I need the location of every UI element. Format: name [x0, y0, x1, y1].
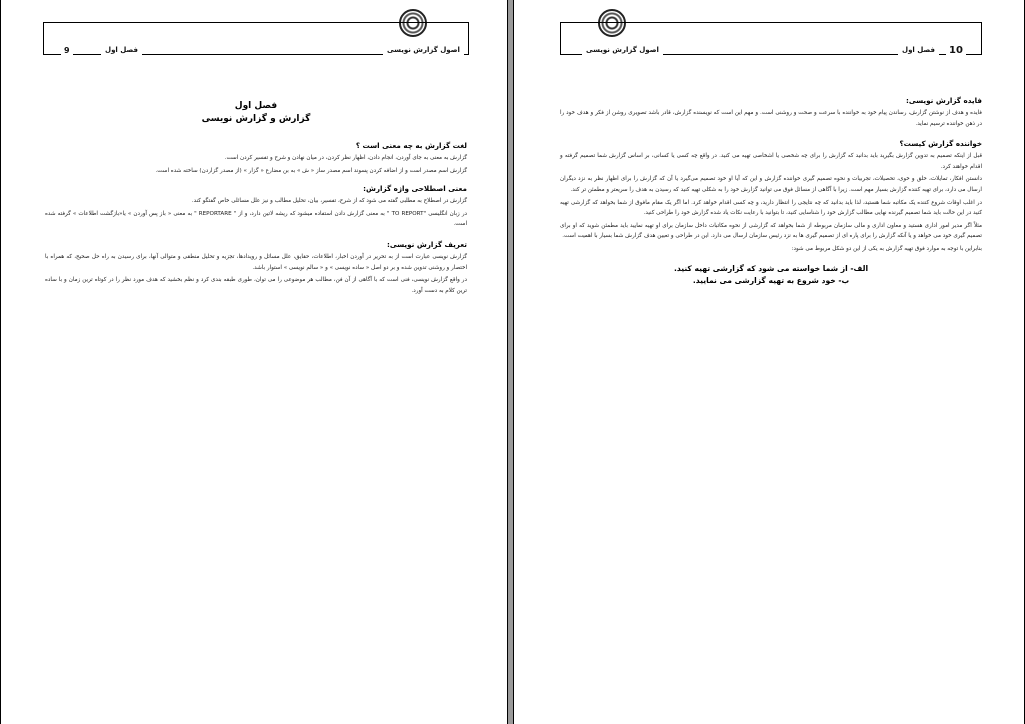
chapter-label: فصل اول	[898, 46, 939, 55]
paragraph: در زبان انگلیسی "TO REPORT " به معنی گزارش دادن استفاده میشود که ریشه لاتین دارد، و از " REPORTARE " به معنی « باز پس آوردن » یا«بازگشت اطلاعات » گرفته شده است.	[45, 210, 468, 228]
chapter-title: فصل اول	[234, 101, 278, 111]
paragraph: گزارش اسم مصدر است و از اضافه کردن پسوند اسم مصدر ساز « ش » به بن مضارع « گزار » (از مصدر گزاردن) ساخته شده است.	[155, 167, 467, 174]
paragraph: بنابراین با توجه به موارد فوق تهیه گزارش به یکی از این دو شکل مربوط می شود:	[791, 245, 982, 252]
paragraph: در واقع گزارش نویسی، فنی است که با آگاهی از آن فن، مطالب هر موضوعی را می توان، طوری طبقه بندی کرد و نظم بخشید که هدف مورد نظر را در کوتاه ترین زمان و با ساده ترین کلام به دست آورد.	[45, 277, 467, 294]
running-title: اصول گزارش نویسی	[582, 46, 663, 55]
section-heading: فایده گزارش نویسی:	[905, 96, 982, 105]
report-cases-list	[560, 263, 982, 287]
running-title: اصول گزارش نویسی	[383, 46, 464, 55]
section-technical-meaning	[45, 184, 467, 230]
section-heading: خواننده گزارش کیست؟	[899, 139, 982, 149]
page-body	[45, 100, 467, 298]
page-number: 9	[61, 45, 73, 56]
case-item: الف- از شما خواسته می شود که گزارشی تهیه کنید.	[673, 263, 869, 273]
paragraph: فایده و هدف از نوشتن گزارش، رساندن پیام خود به خواننده با سرعت و صحت و روشنی است. و مهم این است که نویسنده گزارش، قادر باشد تصویری روشن از فکر و هدف خود را در ذهن خواننده ترسیم نماید.	[560, 110, 982, 127]
paragraph: مثلاً اگر مدیر امور اداری هستید و معاون اداری و مالی سازمان مربوطه از شما بخواهد که گزارشی از نحوه مکاتبات داخل سازمان برای او تهیه نمایید باید مطمئن شوید که او برای تصمیم گیری خود می خواهد و یا آنکه گزارش را برای پاره ای از تصمیم گیری ها به نزد رئیس سازمان ارسال می دارد. این در طراحی و تعیین هدف گزارش شما بسیار با اهمیت است.	[560, 222, 982, 240]
paragraph: قبل از اینکه تصمیم به تدوین گزارش بگیرید باید بدانید که گزارش را برای چه شخصی یا اشخاصی تهیه می کنید. در واقع چه کسی یا کسانی، بر اساس گزارش شما تصمیم گرفته و اقدام خواهند کرد.	[560, 153, 982, 170]
section-report-benefit	[560, 96, 982, 129]
page-9	[0, 0, 508, 724]
section-report-reader	[560, 139, 982, 254]
paragraph: گزارش به معنی به جای آوردن، انجام دادن، اظهار نظر کردن، در میان نهادن و شرح و تفسیر کردن است.	[224, 155, 467, 161]
case-item: ب- خود شروع به تهیه گزارشی می نمایید.	[692, 275, 850, 285]
chapter-subtitle: گزارش و گزارش نویسی	[201, 114, 311, 124]
paragraph: دانستن افکار، تمایلات، خلق و خوی، تحصیلات، تجربیات و نحوه تصمیم گیری خواننده گزارش و این که آیا او خود تصمیم می‌گیرد یا آن که گزارش را برای اظهار نظر به نزد دیگران ارسال می دارد، برای تهیه کننده گزارش بسیار مهم است. زیرا با آگاهی از مسائل فوق می توانید گزارش خود را به شکلی تهیه کنید که رسیدن به هدف را سریعتر و مطمئن تر کند.	[560, 176, 982, 193]
paragraph: گزارش در اصطلاح به مطلبی گفته می شود که از شرح، تفسیر، بیان، تحلیل مطالب و نیز علل مسائلی خاص گفتگو کند.	[191, 198, 467, 205]
page-body	[560, 96, 982, 287]
chapter-label: فصل اول	[101, 46, 142, 55]
paragraph: گزارش نویسی عبارت است از به تحریر در آوردن اخبار، اطلاعات، حقایق، علل مسائل و رویدادها، تجزیه و تحلیل منطقی و متوالی آنها، برای رسیدن به راه حل صحیح، که همراه با اختصار و روشنی تدوین شده و بر دو اصل « ساده نویسی » و « سالم نویسی » استوار باشد.	[45, 253, 467, 271]
section-report-word-meaning	[45, 141, 467, 176]
paragraph: در اغلب اوقات شروع کننده یک مکاتبه شما هستید، لذا باید بدانید که چه نتایجی را انتظار دارید، و چه کسی اقدام خواهد کرد. اما اگر یک مقام مافوق از شما بخواهد که گزارشی تهیه کنید در این حالت باید شما تصمیم گیرنده نهایی مطالب گزارش خود را شناسایی کنید، تا بتوانید با رعایت نکات یاد شده گزارش خود را طراحی کنید.	[560, 199, 982, 217]
section-heading: لغت گزارش به چه معنی است ؟	[355, 141, 467, 150]
page-10	[513, 0, 1025, 724]
section-heading: تعریف گزارش نویسی:	[386, 239, 467, 249]
section-report-writing-definition	[45, 240, 467, 296]
section-heading: معنی اصطلاحی واژه گزارش:	[363, 184, 467, 194]
page-number: 10	[946, 45, 966, 56]
